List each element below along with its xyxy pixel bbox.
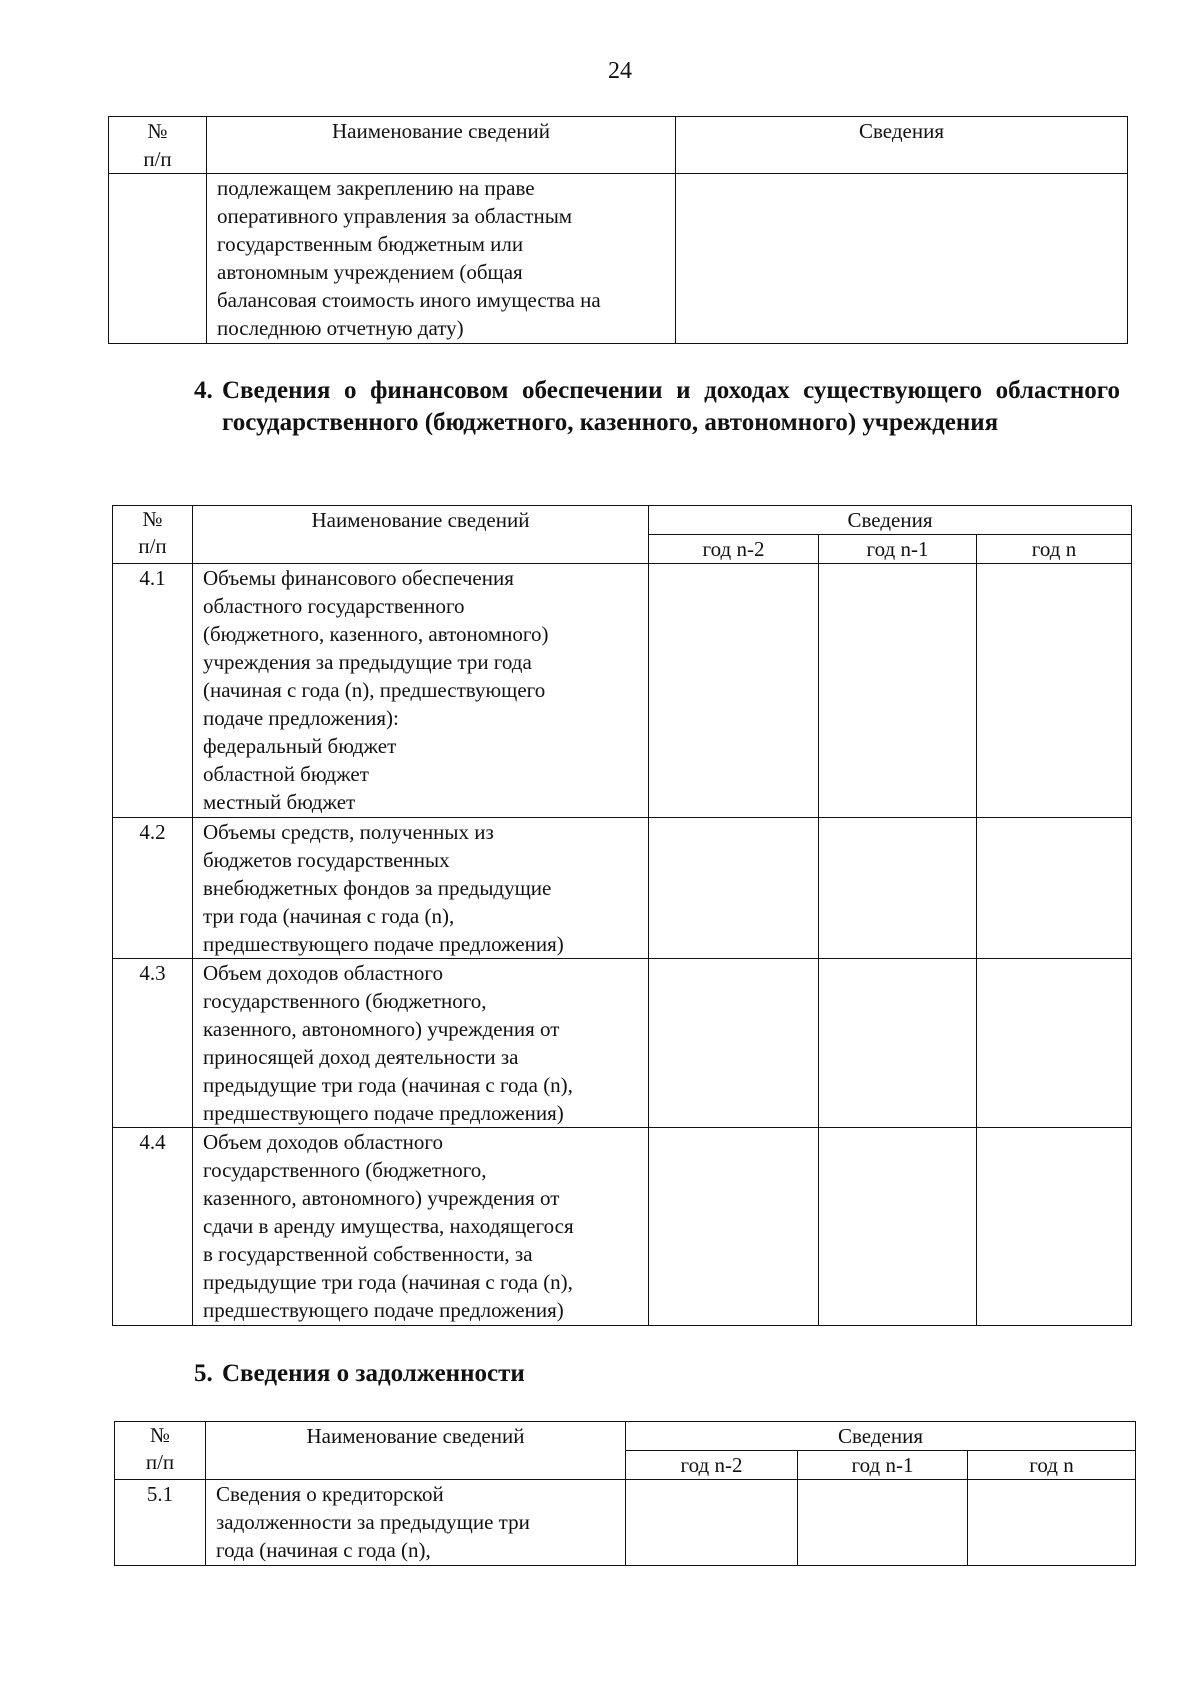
section-5-title: Сведения о задолженности — [222, 1360, 525, 1387]
row-number: 4.4 — [113, 1128, 193, 1326]
row-number: 5.1 — [115, 1480, 206, 1566]
section-4-heading — [194, 375, 1120, 439]
column-header-year-n: год n — [968, 1451, 1136, 1480]
column-header-info: Сведения — [649, 506, 1132, 535]
row-value-cell — [819, 818, 977, 959]
row-name: Объемы финансового обеспечения областного государственного (бюджетного, казенного, автономного) учреждения за предыдущие три года (начиная с года (n), предшествующего подаче предложения): федеральный бюджет областной бюджет местный бюджет — [193, 564, 649, 818]
column-header-info: Сведения — [626, 1422, 1136, 1451]
row-value-cell — [819, 1128, 977, 1326]
row-value-cell — [649, 564, 819, 818]
column-header-number: № п/п — [115, 1422, 206, 1480]
column-header-info: Сведения — [676, 117, 1128, 174]
table-section-4 — [112, 505, 1132, 1326]
row-value-cell — [819, 564, 977, 818]
row-number: 4.3 — [113, 959, 193, 1128]
table-row — [113, 818, 1132, 959]
column-header-number: № п/п — [109, 117, 207, 174]
row-name: Объем доходов областного государственного (бюджетного, казенного, автономного) учреждения от приносящей доход деятельности за предыдущие три года (начиная с года (n), предшествующего подаче предложения) — [193, 959, 649, 1128]
row-value-cell — [977, 959, 1132, 1128]
table-row — [113, 959, 1132, 1128]
row-value-cell — [649, 1128, 819, 1326]
row-value-cell — [977, 1128, 1132, 1326]
row-value-cell — [977, 564, 1132, 818]
row-value-cell — [977, 818, 1132, 959]
table-row — [113, 1128, 1132, 1326]
table-header-row — [109, 117, 1128, 174]
table-header-row — [115, 1422, 1136, 1451]
row-name: подлежащем закреплению на праве оперативного управления за областным государственным бюджетным или автономным учреждением (общая балансовая стоимость иного имущества на последнюю отчетную дату) — [207, 174, 676, 344]
page-number: 24 — [608, 58, 632, 84]
row-value-cell — [819, 959, 977, 1128]
row-value-cell — [798, 1480, 968, 1566]
column-header-year-n: год n — [977, 535, 1132, 564]
column-header-name: Наименование сведений — [206, 1422, 626, 1480]
table-row — [109, 174, 1128, 344]
table-row — [113, 564, 1132, 818]
row-value-cell — [649, 818, 819, 959]
table-header-row — [113, 506, 1132, 535]
column-header-year-n-1: год n-1 — [819, 535, 977, 564]
row-name: Сведения о кредиторской задолженности за предыдущие три года (начиная с года (n), — [206, 1480, 626, 1566]
row-value-cell — [676, 174, 1128, 344]
section-5-heading — [194, 1358, 1120, 1390]
table-section-5 — [114, 1421, 1136, 1566]
row-number: 4.2 — [113, 818, 193, 959]
column-header-name: Наименование сведений — [207, 117, 676, 174]
row-value-cell — [626, 1480, 798, 1566]
column-header-name: Наименование сведений — [193, 506, 649, 564]
row-number — [109, 174, 207, 344]
column-header-year-n-2: год n-2 — [626, 1451, 798, 1480]
row-value-cell — [649, 959, 819, 1128]
row-name: Объемы средств, полученных из бюджетов государственных внебюджетных фондов за предыдущие три года (начиная с года (n), предшествующего подаче предложения) — [193, 818, 649, 959]
section-4-number: 4. — [194, 377, 213, 404]
section-4-title: Сведения о финансовом обеспечении и доходах существующего областного государственного (бюджетного, казенного, автономного) учреждения — [222, 377, 1120, 436]
row-name: Объем доходов областного государственного (бюджетного, казенного, автономного) учреждения от сдачи в аренду имущества, находящегося в государственной собственности, за предыдущие три года (начиная с года (n), предшествующего подаче предложения) — [193, 1128, 649, 1326]
table-continuation — [108, 116, 1128, 344]
column-header-year-n-2: год n-2 — [649, 535, 819, 564]
table-row — [115, 1480, 1136, 1566]
section-5-number: 5. — [194, 1360, 213, 1387]
column-header-number: № п/п — [113, 506, 193, 564]
row-value-cell — [968, 1480, 1136, 1566]
row-number: 4.1 — [113, 564, 193, 818]
column-header-year-n-1: год n-1 — [798, 1451, 968, 1480]
